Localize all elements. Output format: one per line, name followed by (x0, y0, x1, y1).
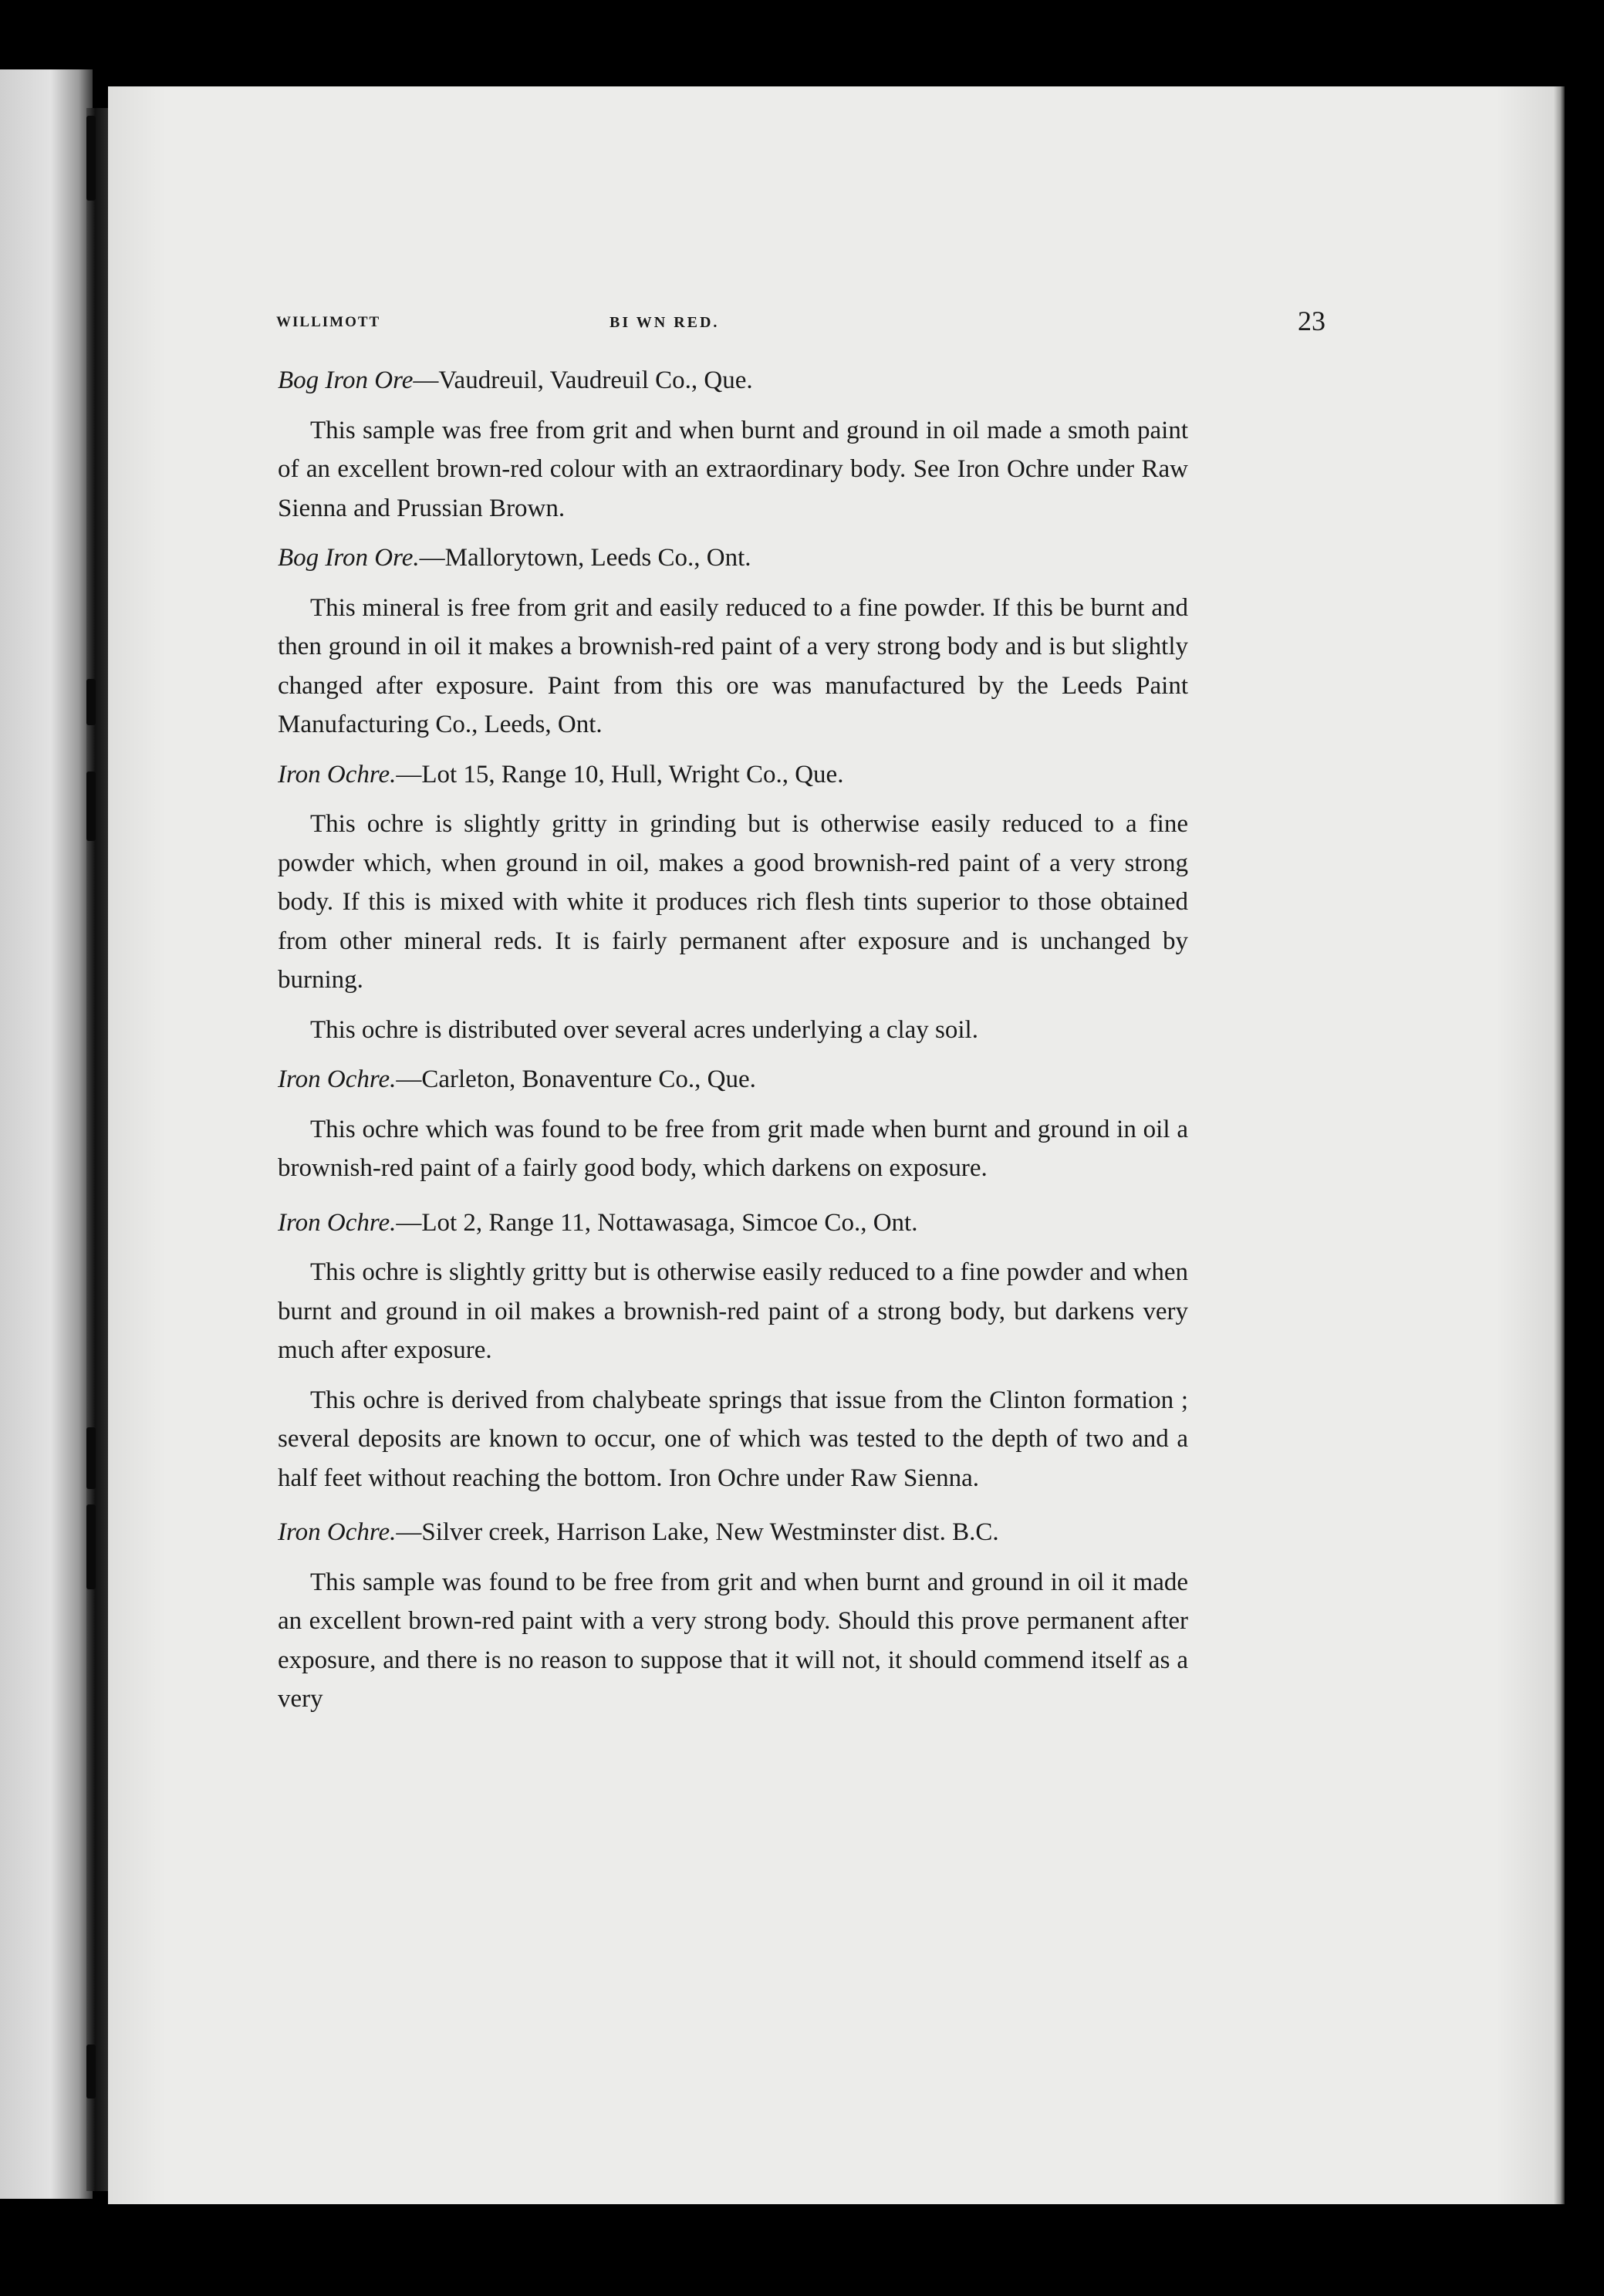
entry-paragraph: This ochre which was found to be free from grit made when burnt and ground in oil a brownish-red paint of a fairly good body, which darkens on exposure. (278, 1115, 1188, 1182)
binding-gutter (86, 108, 108, 2191)
entry-location: —Lot 2, Range 11, Nottawasaga, Simcoe Co., Ont. (396, 1208, 918, 1237)
page-number: 23 (1298, 306, 1325, 336)
entry-title: Iron Ochre. (278, 1065, 397, 1093)
running-head-title: BI WN RED. (610, 314, 720, 331)
binding-mark (86, 679, 96, 725)
body-text (278, 361, 1188, 1730)
binding-mark (86, 772, 96, 841)
entry-title: Iron Ochre. (278, 1518, 397, 1546)
entry-paragraph: This ochre is distributed over several acres underlying a clay soil. (310, 1015, 978, 1044)
entry-location: —Carleton, Bonaventure Co., Que. (396, 1065, 756, 1093)
entry-paragraph: This ochre is derived from chalybeate springs that issue from the Clinton formation ; several deposits are known to occur, one of which was tested to the depth of two and a half feet without reaching the bottom. Iron Ochre under Raw Sienna. (278, 1386, 1188, 1492)
entry-heading (278, 1513, 1188, 1552)
entry-heading (278, 755, 1188, 795)
facing-page-edge (0, 69, 93, 2199)
entry-location: —Silver creek, Harrison Lake, New Westminster dist. B.C. (396, 1518, 999, 1546)
entry-title: Iron Ochre. (278, 760, 397, 788)
binding-mark (86, 1427, 96, 1489)
entry-location: —Mallorytown, Leeds Co., Ont. (419, 544, 751, 572)
entry-paragraph: This ochre is slightly gritty but is otherwise easily reduced to a fine powder and when burnt and ground in oil makes a brownish-red paint of a strong body, but darkens very much after exposure. (278, 1258, 1188, 1364)
entry-paragraph: This mineral is free from grit and easily reduced to a fine powder. If this be burnt and then ground in oil it makes a brownish-red paint of a very strong body and is but slightly changed after exposure. Paint from this ore was manufactured by the Leeds Paint Manufacturing Co., Leeds, Ont. (278, 593, 1188, 738)
page-edge (1554, 86, 1565, 2204)
entry-location: —Vaudreuil, Vaudreuil Co., Que. (413, 366, 753, 394)
entry-title: Iron Ochre. (278, 1208, 397, 1237)
entry-paragraph: This ochre is slightly gritty in grinding but is otherwise easily reduced to a fine powder which, when ground in oil, makes a good brownish-red paint of a very strong body. If this is mixed with white it produces rich flesh tints superior to those obtained from other mineral reds. It is fairly permanent after exposure and is unchanged by burning. (278, 810, 1188, 994)
entry-heading (278, 361, 1188, 400)
running-head-author: WILLIMOTT (276, 314, 381, 330)
binding-mark (86, 116, 96, 201)
entry-title: Bog Iron Ore. (278, 544, 420, 572)
binding-mark (86, 1504, 96, 1589)
entry-paragraph: This sample was free from grit and when burnt and ground in oil made a smoth paint of an excellent brown-red colour with an extraordinary body. See Iron Ochre under Raw Sienna and Prussian Brown. (278, 416, 1188, 522)
entry-heading (278, 1060, 1188, 1099)
entry-title: Bog Iron Ore (278, 366, 414, 394)
entry-heading (278, 1204, 1188, 1243)
entry-location: —Lot 15, Range 10, Hull, Wright Co., Que. (396, 760, 844, 788)
binding-mark (86, 2044, 96, 2098)
entry-heading (278, 539, 1188, 578)
entry-paragraph: This sample was found to be free from grit and when burnt and ground in oil it made an excellent brown-red paint with a very strong body. Should this prove permanent after exposure, and there is no reason to suppose that it will not, it should commend itself as a very (278, 1568, 1188, 1713)
running-head (170, 305, 1325, 336)
